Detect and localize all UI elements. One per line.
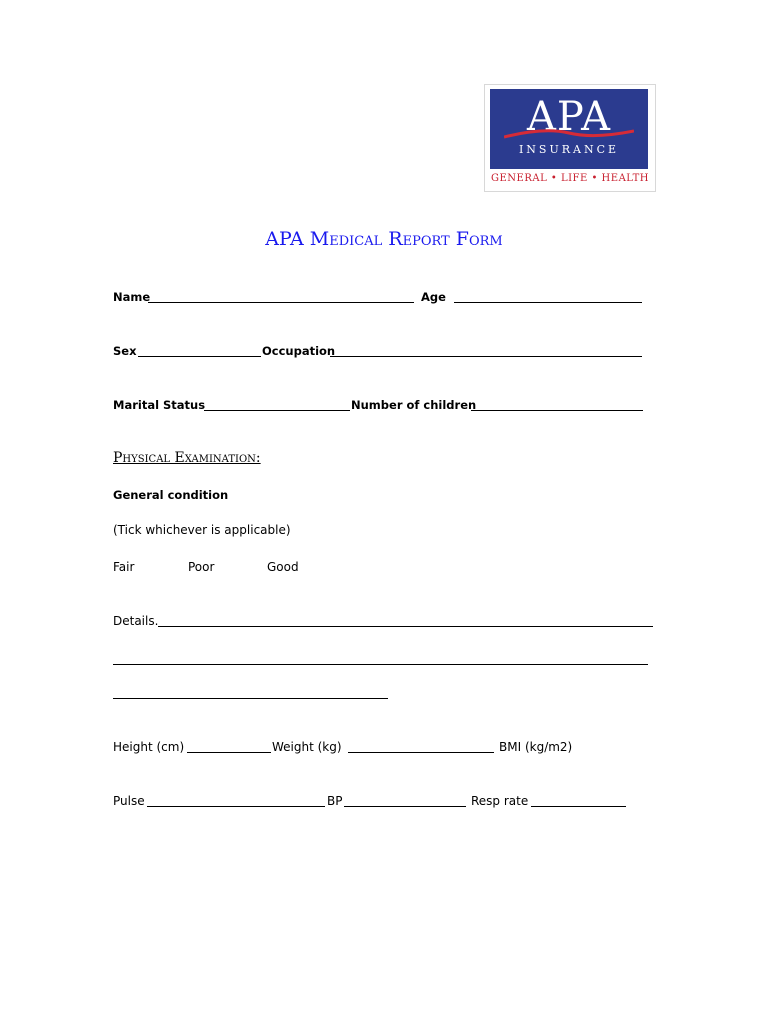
option-poor[interactable]: Poor — [188, 560, 215, 574]
logo-brand: APA — [526, 94, 611, 140]
logo-sub: INSURANCE — [518, 143, 620, 156]
name-label: Name — [113, 290, 151, 304]
logo-blue-panel — [490, 89, 648, 169]
pulse-line[interactable] — [147, 806, 325, 807]
logo-tagline: GENERAL • LIFE • HEALTH — [490, 173, 650, 184]
resp-rate-line[interactable] — [531, 806, 626, 807]
weight-line[interactable] — [348, 752, 494, 753]
physical-exam-heading: Physical Examination: — [113, 450, 261, 466]
bmi-label: BMI (kg/m2) — [499, 740, 573, 754]
height-line[interactable] — [187, 752, 271, 753]
details-line-2[interactable] — [113, 664, 648, 665]
option-fair[interactable]: Fair — [113, 560, 135, 574]
pulse-label: Pulse — [113, 794, 145, 808]
details-line-1[interactable] — [158, 626, 653, 627]
height-label: Height (cm) — [113, 740, 185, 754]
resp-rate-label: Resp rate — [471, 794, 529, 808]
weight-label: Weight (kg) — [272, 740, 342, 754]
general-condition-label: General condition — [113, 488, 229, 502]
option-good[interactable]: Good — [267, 560, 299, 574]
page-title: APA Medical Report Form — [265, 228, 503, 250]
sex-label: Sex — [113, 344, 137, 358]
apa-insurance-logo — [484, 84, 656, 192]
details-label: Details. — [113, 614, 159, 628]
children-label: Number of children — [351, 398, 477, 412]
occupation-label: Occupation — [262, 344, 336, 358]
marital-status-line[interactable] — [204, 410, 350, 411]
sex-line[interactable] — [138, 356, 261, 357]
children-line[interactable] — [471, 410, 643, 411]
bp-label: BP — [327, 794, 343, 808]
occupation-line[interactable] — [330, 356, 642, 357]
name-line[interactable] — [148, 302, 414, 303]
age-label: Age — [421, 290, 446, 304]
details-line-3[interactable] — [113, 698, 388, 699]
marital-status-label: Marital Status — [113, 398, 206, 412]
bp-line[interactable] — [344, 806, 466, 807]
age-line[interactable] — [454, 302, 642, 303]
logo-swoosh-icon — [504, 127, 634, 141]
tick-instruction: (Tick whichever is applicable) — [113, 523, 291, 537]
